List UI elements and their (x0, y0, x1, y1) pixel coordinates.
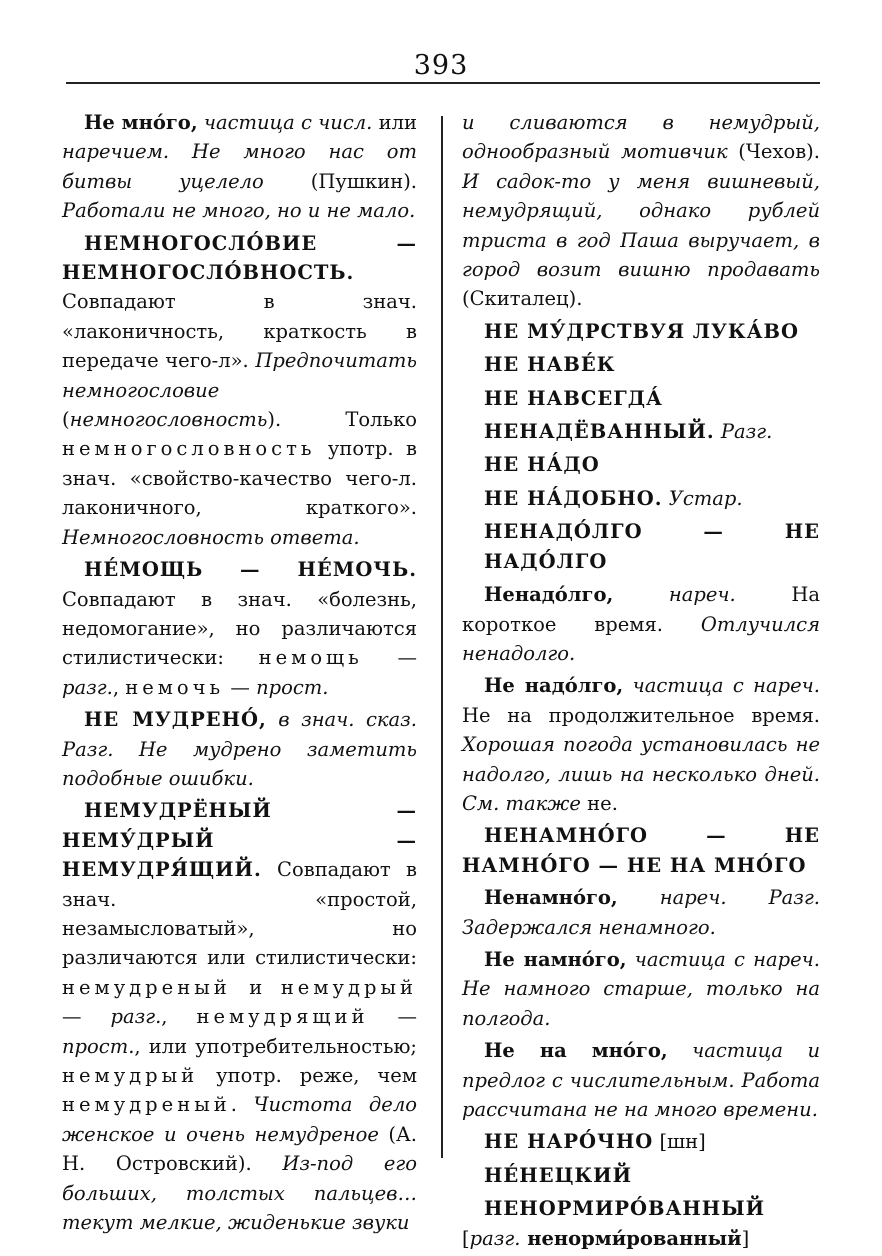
text-run: употр. в знач. «свойство-качество чего-л. лаконичного, краткого». (62, 437, 417, 520)
entry-nenadolgo (462, 580, 820, 668)
text-run: Не намно́го, (484, 947, 627, 971)
text-run: разг. (110, 1005, 162, 1029)
left-column (62, 108, 417, 1240)
text-run: разг. (469, 1226, 521, 1250)
headword-ne-nado (462, 450, 820, 479)
text-run: немочь (125, 675, 225, 699)
headword-ne-mudrstvuya (462, 317, 820, 346)
text-run: ] (741, 1226, 750, 1250)
text-run: НЕ МУ́ДРСТВУЯ ЛУКА́ВО (484, 319, 799, 343)
text-run: частица с нареч. (623, 674, 820, 698)
entry-nemudryonyi (62, 796, 417, 1237)
text-run: — (368, 1005, 418, 1029)
text-run: прост. (256, 675, 329, 699)
text-run: (А. Н. Островский). (62, 1122, 417, 1176)
text-run: Ненамно́го, (484, 886, 618, 910)
entry-ne-namnogo (462, 945, 820, 1033)
text-run: немудреный (62, 975, 231, 999)
entry-nemoshch (62, 555, 417, 702)
text-run: немудрый (280, 975, 417, 999)
text-run: , (161, 1005, 197, 1029)
text-run: не. (580, 791, 618, 815)
text-run: ). Только (267, 408, 417, 432)
text-run: , или употребительностью; (134, 1034, 417, 1058)
text-run: Совпадают в знач. «болезнь, недомогание», но различаются стилистически: (62, 587, 417, 670)
text-run: ненорми́рованный (520, 1226, 742, 1250)
headword-nenadevannyi (462, 417, 820, 446)
text-run: немногословность (62, 437, 316, 461)
text-run: употр. реже, чем (198, 1064, 417, 1087)
entry-ne-na-mnogo (462, 1036, 820, 1124)
text-run: [шн] (653, 1130, 706, 1154)
text-run: Предпочитать немногословие (62, 349, 417, 402)
text-run: — (362, 646, 418, 670)
text-run: Не на мно́го, (484, 1039, 668, 1063)
text-run: Не надо́лго, (484, 674, 624, 698)
right-column (462, 108, 820, 1256)
text-run: немудреный (62, 1093, 231, 1117)
text-run: прост. (62, 1034, 135, 1058)
text-run: нареч. Разг. Задержался ненамного. (462, 886, 820, 939)
text-run: (Пушкин). (263, 169, 418, 193)
text-run: Из-под его больших, толстых пальцев… текут мелкие, жиденькие звуки (62, 1152, 417, 1235)
header-rule (66, 82, 820, 84)
text-run: Не на продолжительное время. (462, 703, 820, 727)
entry-nenamnogo (462, 883, 820, 942)
text-run: НЕНАМНО́ГО — НЕ НАМНО́ГО — НЕ НА МНО́ГО (462, 824, 820, 877)
text-run: , (112, 675, 126, 699)
text-run: И садок-то у меня вишневый, немудрящий, однако рублей триста в год Паша выручает, в город возит вишню продавать (462, 169, 820, 282)
text-run: немудрый (62, 1064, 199, 1087)
text-run: Немногословность ответа. (62, 525, 360, 549)
text-run: — (62, 1005, 111, 1029)
text-run: частица с числ. (197, 111, 373, 134)
text-run: НЕ НАВСЕГДА́ (484, 386, 663, 410)
text-run: частица с нареч. Не намного старше, только на полгода. (462, 947, 820, 1030)
text-run: и сливаются в немудрый, однообразный мотивчик (462, 111, 820, 164)
text-run: НЕ НАРО́ЧНО (484, 1130, 654, 1154)
text-run: немощь (258, 646, 363, 670)
text-run: НЕНАДО́ЛГО — НЕ НАДО́ЛГО (484, 520, 820, 573)
text-run: НЕ НА́ДОБНО. (484, 486, 663, 510)
headword-nenormirovannyi (462, 1194, 820, 1253)
text-run: НЕМУДРЁНЫЙ — НЕМУ́ДРЫЙ — НЕМУДРЯ́ЩИЙ. (62, 799, 417, 882)
headword-nenadolgo (462, 517, 820, 576)
text-run: НЕ́НЕЦКИЙ (484, 1163, 633, 1187)
text-run: ( (62, 408, 70, 432)
text-run: немногословность (69, 408, 268, 432)
headword-ne-navek (462, 350, 820, 379)
text-run: Устар. (662, 486, 743, 510)
text-run: частица и предлог с числительным. Работа рассчитана не на много времени. (462, 1039, 821, 1121)
text-run: НЕНОРМИРО́ВАННЫЙ (484, 1197, 766, 1221)
headword-ne-navsegda (462, 384, 820, 413)
text-run: НЕ́МОЩЬ — НЕ́МОЧЬ. (84, 558, 417, 582)
text-run: — (224, 675, 257, 699)
text-run: На короткое время. (462, 583, 820, 636)
text-run: (Скиталец). (462, 287, 583, 311)
column-divider (441, 116, 443, 1158)
text-run: Отлучился ненадолго. (462, 612, 820, 665)
entry-nemudryonyi-continued (462, 108, 820, 314)
text-run: немудрящий (196, 1005, 369, 1029)
text-run: [ (462, 1226, 470, 1250)
text-run: в знач. сказ. Разг. Не мудрено заметить подобные ошибки. (62, 708, 417, 790)
text-run: разг. (62, 675, 113, 699)
text-run: Разг. (714, 420, 773, 444)
text-run: Работали не много, но и не мало. (62, 199, 416, 223)
text-run: Совпадают в знач. «лаконичность, краткость в передаче чего-л». (62, 290, 417, 373)
text-run: НЕМНОГОСЛО́ВИЕ — НЕМНОГОСЛО́ВНОСТЬ. (62, 231, 417, 285)
text-run: Совпадают в знач. «простой, незамысловатый», но различаются или стилистически: (62, 858, 417, 970)
text-run: наречием. Не много нас от битвы уцелело (62, 140, 417, 193)
text-run: . (230, 1093, 254, 1117)
entry-ne-nadolgo (462, 671, 820, 818)
entry-nemnogoslovie (62, 229, 417, 552)
text-run: нареч. (613, 583, 736, 607)
text-run: (Чехов). (727, 140, 820, 164)
text-run: НЕ НАВЕ́К (484, 353, 616, 377)
headword-nenetskii (462, 1161, 820, 1190)
text-run: НЕ МУДРЕНО́, (84, 708, 267, 732)
headword-ne-nadobno (462, 484, 820, 513)
text-run: Ненадо́лго, (484, 583, 614, 607)
text-run: Не мно́го, (84, 111, 198, 134)
headword-nenamnogo (462, 821, 820, 880)
text-run: Хорошая погода установилась не надолго, лишь на несколько дней. См. также (462, 733, 820, 815)
entry-ne-mudreno (62, 705, 417, 793)
text-run: и (230, 975, 281, 999)
entry-ne-mnogo (62, 108, 417, 226)
page-number: 393 (413, 50, 469, 81)
text-run: НЕНАДЁВАННЫЙ. (484, 420, 715, 444)
text-run: Чистота дело женское и очень немудреное (62, 1093, 417, 1146)
headword-ne-narochno (462, 1127, 820, 1156)
text-run: НЕ НА́ДО (484, 453, 600, 477)
text-run: или (372, 111, 417, 134)
